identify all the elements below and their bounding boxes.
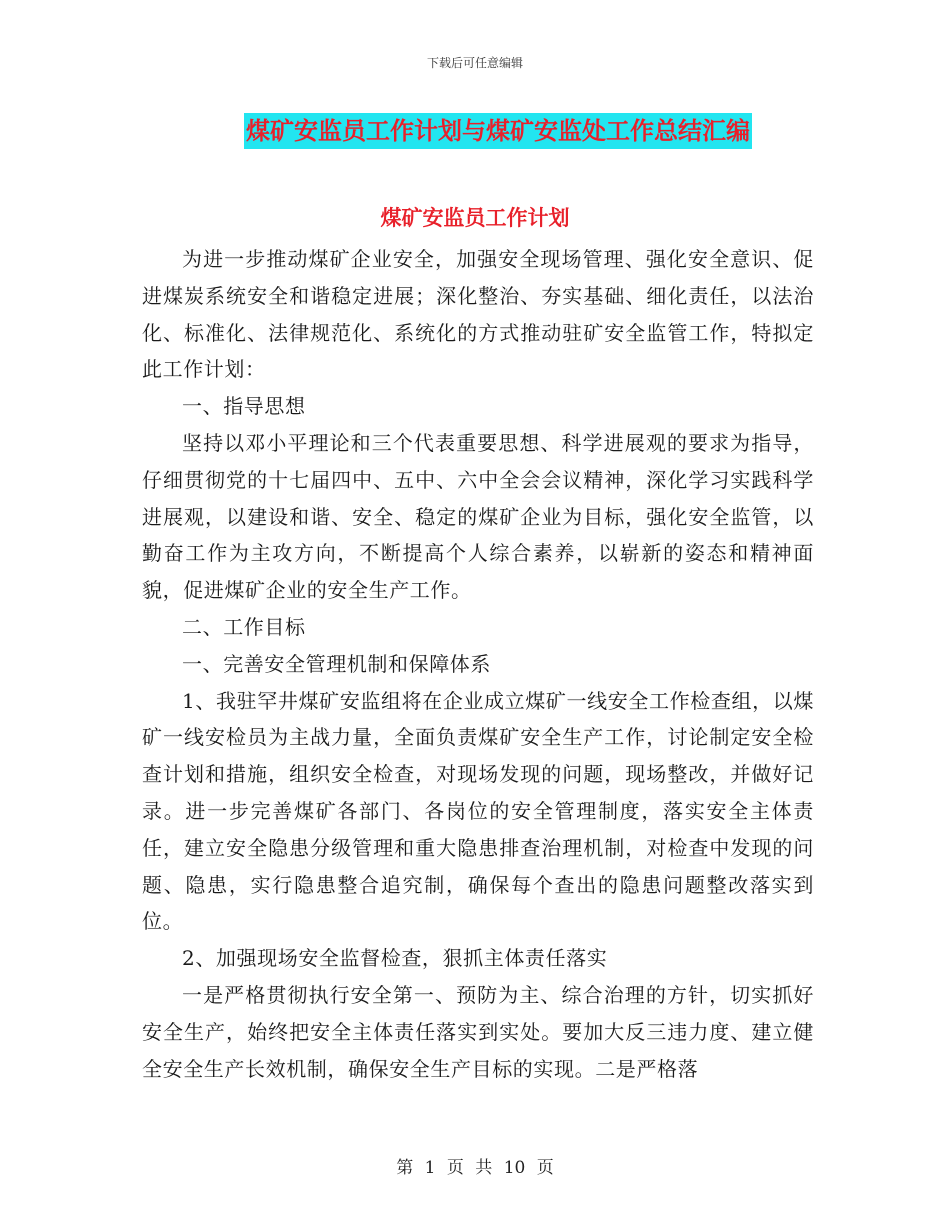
paragraph-item-2: 一是严格贯彻执行安全第一、预防为主、综合治理的方针，切实抓好安全生产，始终把安全主体责任落实到实处。要加大反三违力度、建立健全安全生产长效机制，确保安全生产目标的实现。二是严格落 <box>142 982 814 1081</box>
document-body <box>142 241 814 1087</box>
subheading-item-2: 2、加强现场安全监督检查，狠抓主体责任落实 <box>182 946 608 971</box>
document-title <box>0 113 950 149</box>
paragraph-intro: 为进一步推动煤矿企业安全，加强安全现场管理、强化安全意识、促进煤炭系统安全和谐稳定进展；深化整治、夯实基础、细化责任，以法治化、标准化、法律规范化、系统化的方式推动驻矿安全监管工作，特拟定此工作计划： <box>142 247 814 382</box>
paragraph-guiding-thought: 坚持以邓小平理论和三个代表重要思想、科学进展观的要求为指导，仔细贯彻党的十七届四中、五中、六中全会会议精神，深化学习实践科学进展观，以建设和谐、安全、稳定的煤矿企业为目标，强化安全监管，以勤奋工作为主攻方向，不断提高个人综合素养，以崭新的姿态和精神面貌，促进煤矿企业的安全生产工作。 <box>142 430 814 603</box>
document-title-text: 煤矿安监员工作计划与煤矿安监处工作总结汇编 <box>244 113 752 149</box>
heading-work-goals: 二、工作目标 <box>182 614 306 639</box>
paragraph-item-1: 1、我驻罕井煤矿安监组将在企业成立煤矿一线安全工作检查组，以煤矿一线安检员为主战力量，全面负责煤矿安全生产工作，讨论制定安全检查计划和措施，组织安全检查，对现场发现的问题，现场整改，并做好记录。进一步完善煤矿各部门、各岗位的安全管理制度，落实安全主体责任，建立安全隐患分级管理和重大隐患排查治理机制，对检查中发现的问题、隐患，实行隐患整合追究制，确保每个查出的隐患问题整改落实到位。 <box>142 688 814 934</box>
header-note: 下载后可任意编辑 <box>426 56 523 70</box>
subheading-management-mechanism: 一、完善安全管理机制和保障体系 <box>182 651 491 676</box>
heading-guiding-thought: 一、指导思想 <box>182 394 306 419</box>
section-title: 煤矿安监员工作计划 <box>380 206 570 230</box>
page-footer: 第 1 页 共 10 页 <box>396 1158 554 1178</box>
